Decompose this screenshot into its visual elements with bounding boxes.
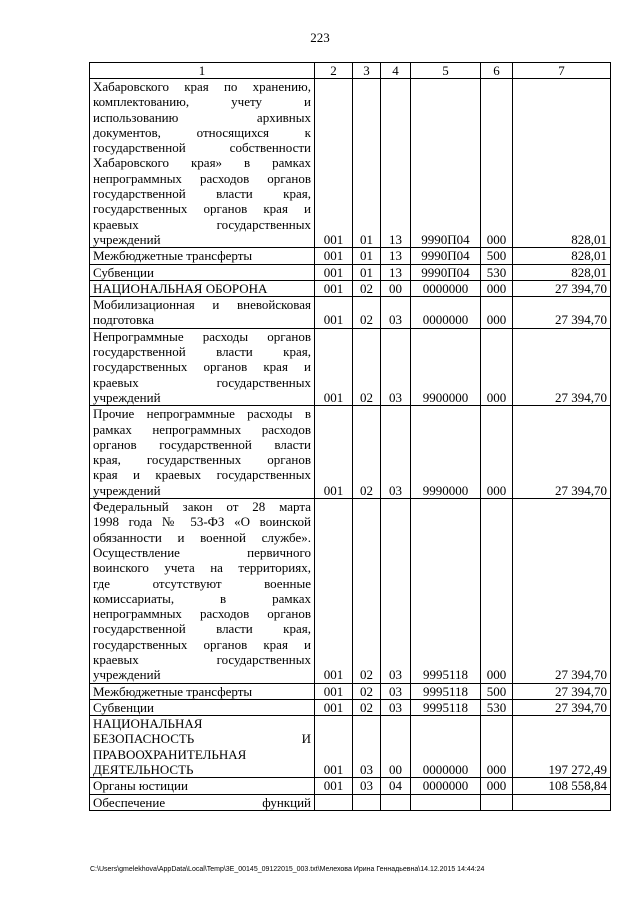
row-code-5: 9990П04 — [411, 248, 481, 264]
row-description: Хабаровского края по хранению, комплектованию, учету и использованию архивных документов, относящихся к государственной собственности Хабаровского края» в рамках непрограммных расходов органов государственной власти края, государственных органов края и краевых государственных учреждений — [90, 79, 315, 248]
row-code-3: 01 — [353, 248, 381, 264]
row-code-6: 000 — [481, 406, 513, 499]
row-code-3: 02 — [353, 406, 381, 499]
row-code-6: 000 — [481, 328, 513, 405]
row-code-4: 04 — [381, 778, 411, 794]
row-code-4: 03 — [381, 499, 411, 684]
row-description: Субвенции — [90, 264, 315, 280]
table-row — [90, 264, 611, 280]
row-code-6: 000 — [481, 297, 513, 329]
col-header-4: 4 — [381, 63, 411, 79]
row-amount: 27 394,70 — [513, 499, 611, 684]
row-description: Межбюджетные трансферты — [90, 683, 315, 699]
row-code-6 — [481, 794, 513, 810]
row-code-6: 000 — [481, 499, 513, 684]
row-code-4: 13 — [381, 264, 411, 280]
table-row — [90, 297, 611, 329]
row-description: Федеральный закон от 28 марта 1998 года № 53-ФЗ «О воинской обязанности и военной службе». Осуществление первичного воинского учета на территориях, где отсутствуют военные комиссариаты, в рамках непрограммных расходов органов государственной власти края, государственных органов края и краевых государственных учреждений — [90, 499, 315, 684]
row-code-2: 001 — [315, 297, 353, 329]
row-amount: 27 394,70 — [513, 280, 611, 296]
row-code-6: 000 — [481, 79, 513, 248]
budget-table — [89, 62, 611, 811]
row-code-5: 0000000 — [411, 280, 481, 296]
col-header-5: 5 — [411, 63, 481, 79]
row-code-6: 500 — [481, 248, 513, 264]
row-amount: 197 272,49 — [513, 716, 611, 778]
header-row — [90, 63, 611, 79]
row-code-2: 001 — [315, 280, 353, 296]
row-code-4: 03 — [381, 406, 411, 499]
row-description: Непрограммные расходы органов государственной власти края, государственных органов края и краевых государственных учреждений — [90, 328, 315, 405]
row-code-3 — [353, 794, 381, 810]
row-description: Мобилизационная и вневойсковая подготовка — [90, 297, 315, 329]
row-code-4: 13 — [381, 79, 411, 248]
row-code-3: 02 — [353, 280, 381, 296]
row-code-3: 03 — [353, 716, 381, 778]
row-code-3: 03 — [353, 778, 381, 794]
row-code-3: 02 — [353, 683, 381, 699]
row-code-5: 9990000 — [411, 406, 481, 499]
row-description: Субвенции — [90, 699, 315, 715]
row-amount: 108 558,84 — [513, 778, 611, 794]
row-code-2: 001 — [315, 79, 353, 248]
row-amount — [513, 794, 611, 810]
row-code-2: 001 — [315, 716, 353, 778]
table-row — [90, 699, 611, 715]
table-row — [90, 499, 611, 684]
table-row — [90, 683, 611, 699]
table-row — [90, 794, 611, 810]
row-code-3: 01 — [353, 264, 381, 280]
row-code-2: 001 — [315, 499, 353, 684]
row-code-5: 9990П04 — [411, 264, 481, 280]
row-code-5: 9995118 — [411, 499, 481, 684]
row-code-6: 500 — [481, 683, 513, 699]
row-code-4: 03 — [381, 328, 411, 405]
row-code-5: 9995118 — [411, 683, 481, 699]
row-code-6: 530 — [481, 699, 513, 715]
row-code-6: 530 — [481, 264, 513, 280]
col-header-3: 3 — [353, 63, 381, 79]
row-code-2: 001 — [315, 778, 353, 794]
row-code-5: 0000000 — [411, 297, 481, 329]
table-row — [90, 280, 611, 296]
row-code-3: 02 — [353, 328, 381, 405]
row-code-4: 13 — [381, 248, 411, 264]
table-body — [90, 79, 611, 811]
row-code-5: 9900000 — [411, 328, 481, 405]
row-code-2 — [315, 794, 353, 810]
col-header-7: 7 — [513, 63, 611, 79]
row-code-2: 001 — [315, 406, 353, 499]
row-code-5: 0000000 — [411, 778, 481, 794]
row-code-3: 02 — [353, 499, 381, 684]
row-code-3: 01 — [353, 79, 381, 248]
row-code-5 — [411, 794, 481, 810]
col-header-2: 2 — [315, 63, 353, 79]
row-code-5: 9995118 — [411, 699, 481, 715]
row-code-3: 02 — [353, 699, 381, 715]
row-code-2: 001 — [315, 683, 353, 699]
row-code-5: 9990П04 — [411, 79, 481, 248]
row-amount: 828,01 — [513, 248, 611, 264]
table-row — [90, 328, 611, 405]
page-number: 223 — [310, 30, 330, 45]
row-description: Межбюджетные трансферты — [90, 248, 315, 264]
row-code-2: 001 — [315, 699, 353, 715]
row-amount: 27 394,70 — [513, 683, 611, 699]
row-description: НАЦИОНАЛЬНАЯ БЕЗОПАСНОСТЬ И ПРАВООХРАНИТЕЛЬНАЯ ДЕЯТЕЛЬНОСТЬ — [90, 716, 315, 778]
row-code-6: 000 — [481, 716, 513, 778]
row-amount: 27 394,70 — [513, 297, 611, 329]
row-amount: 27 394,70 — [513, 699, 611, 715]
row-amount: 27 394,70 — [513, 328, 611, 405]
row-code-2: 001 — [315, 328, 353, 405]
row-code-6: 000 — [481, 778, 513, 794]
row-description: Обеспечение функций — [90, 794, 315, 810]
table-row — [90, 406, 611, 499]
row-code-3: 02 — [353, 297, 381, 329]
row-code-4: 03 — [381, 699, 411, 715]
table-row — [90, 778, 611, 794]
row-code-4: 03 — [381, 297, 411, 329]
row-description: Прочие непрограммные расходы в рамках непрограммных расходов органов государственной власти края, государственных органов края и краевых государственных учреждений — [90, 406, 315, 499]
row-code-6: 000 — [481, 280, 513, 296]
row-description: НАЦИОНАЛЬНАЯ ОБОРОНА — [90, 280, 315, 296]
row-code-5: 0000000 — [411, 716, 481, 778]
row-code-4 — [381, 794, 411, 810]
row-description: Органы юстиции — [90, 778, 315, 794]
table-row — [90, 248, 611, 264]
row-amount: 27 394,70 — [513, 406, 611, 499]
col-header-6: 6 — [481, 63, 513, 79]
row-amount: 828,01 — [513, 264, 611, 280]
table-row — [90, 79, 611, 248]
table-row — [90, 716, 611, 778]
row-code-2: 001 — [315, 248, 353, 264]
file-path-footer: C:\Users\gmelekhova\AppData\Local\Temp\3E_00145_09122015_003.txt\Мелехова Ирина Геннадьевна\14.12.2015 14:44:24 — [90, 866, 485, 873]
col-header-1: 1 — [90, 63, 315, 79]
row-code-4: 00 — [381, 280, 411, 296]
row-code-2: 001 — [315, 264, 353, 280]
row-amount: 828,01 — [513, 79, 611, 248]
row-code-4: 03 — [381, 683, 411, 699]
row-code-4: 00 — [381, 716, 411, 778]
